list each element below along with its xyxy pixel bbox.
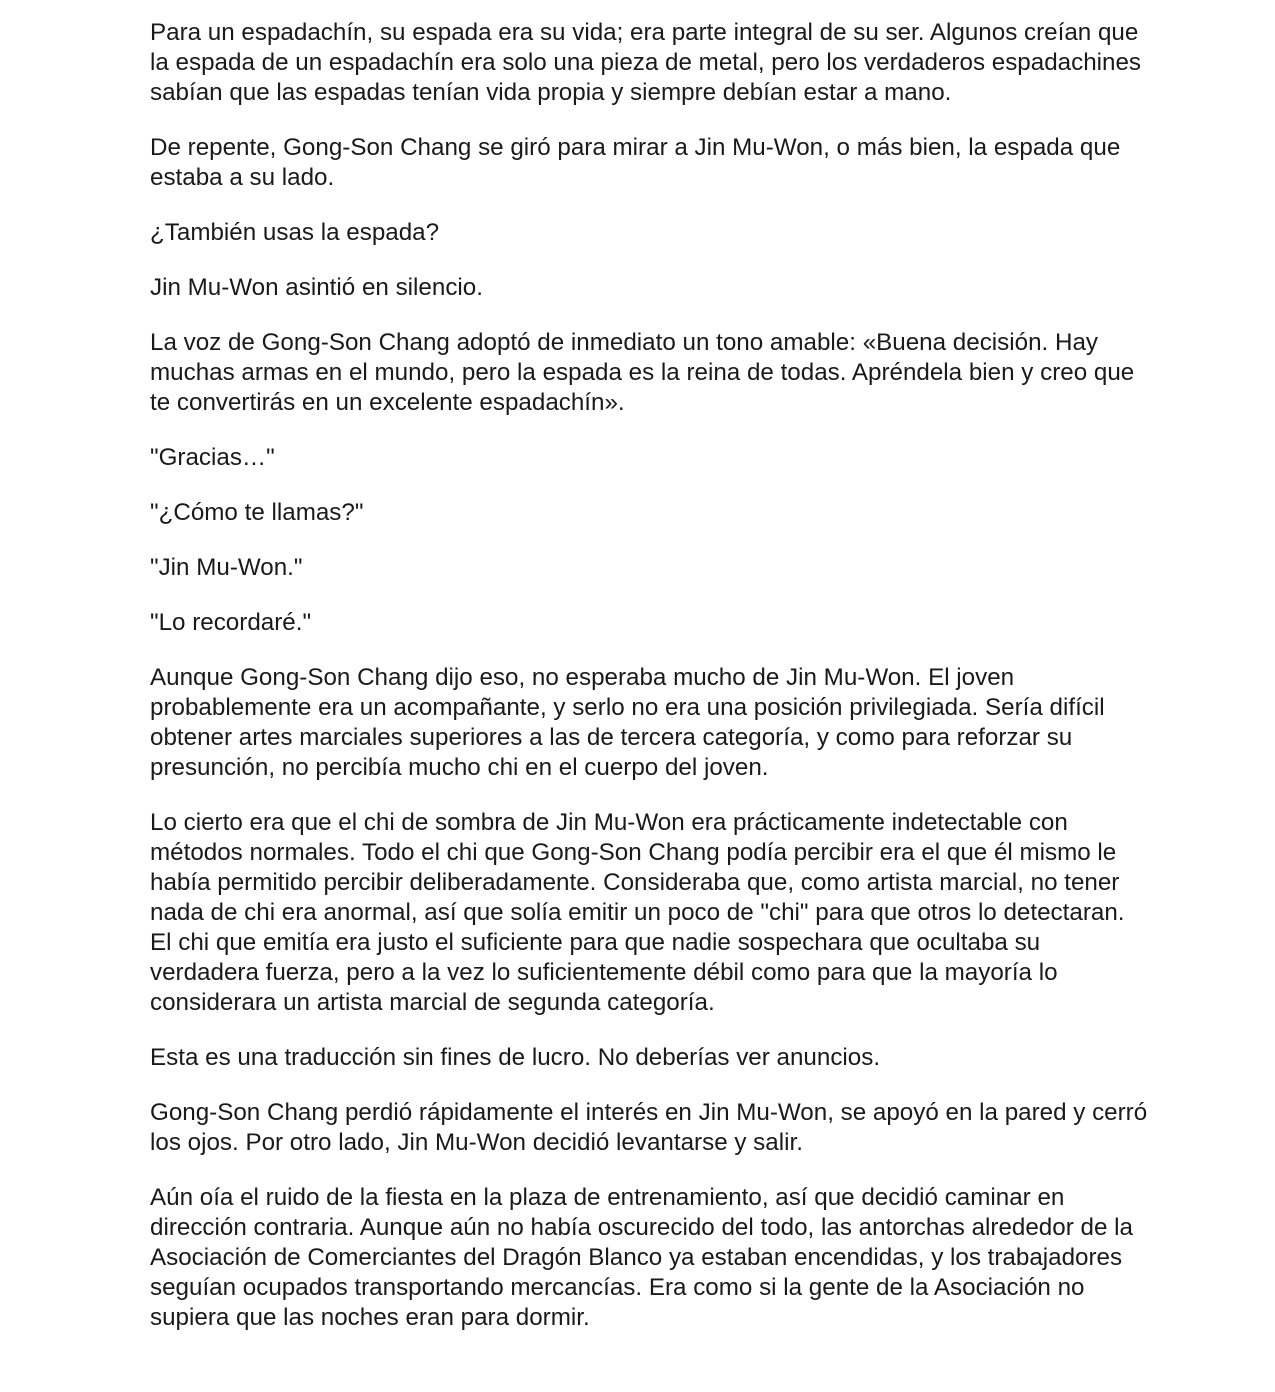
paragraph-10: Aunque Gong-Son Chang dijo eso, no esperaba mucho de Jin Mu-Won. El joven probablemente era un acompañante, y serlo no era una posición privilegiada. Sería difícil obtener artes marciales superiores a las de tercera categoría, y como para reforzar su presunción, no percibía mucho chi en el cuerpo del joven. [150,664,1105,781]
paragraph-6: "Gracias…" [150,444,275,471]
paragraph-3: ¿También usas la espada? [150,219,440,246]
paragraph-11: Lo cierto era que el chi de sombra de Jin Mu-Won era prácticamente indetectable con métodos normales. Todo el chi que Gong-Son Chang podía percibir era el que él mismo le había permitido percibir deliberadamente. Consideraba que, como artista marcial, no tener nada de chi era anormal, así que solía emitir un poco de "chi" para que otros lo detectaran. El chi que emitía era justo el suficiente para que nadie sospechara que ocultaba su verdadera fuerza, pero a la vez lo suficientemente débil como para que la mayoría lo considerara un artista marcial de segunda categoría. [150,809,1125,1016]
paragraph-14: Aún oía el ruido de la fiesta en la plaza de entrenamiento, así que decidió caminar en dirección contraria. Aunque aún no había oscurecido del todo, las antorchas alrededor de la Asociación de Comerciantes del Dragón Blanco ya estaban encendidas, y los trabajadores seguían ocupados transportando mercancías. Era como si la gente de la Asociación no supiera que las noches eran para dormir. [150,1184,1133,1331]
paragraph-2: De repente, Gong-Son Chang se giró para mirar a Jin Mu-Won, o más bien, la espada que estaba a su lado. [150,134,1121,191]
paragraph-13: Gong-Son Chang perdió rápidamente el interés en Jin Mu-Won, se apoyó en la pared y cerró los ojos. Por otro lado, Jin Mu-Won decidió levantarse y salir. [150,1099,1148,1156]
paragraph-7: "¿Cómo te llamas?" [150,499,364,526]
paragraph-8: "Jin Mu-Won." [150,554,303,581]
document-page [150,18,1150,1358]
paragraph-9: "Lo recordaré." [150,609,312,636]
paragraph-4: Jin Mu-Won asintió en silencio. [150,274,483,301]
paragraph-5: La voz de Gong-Son Chang adoptó de inmediato un tono amable: «Buena decisión. Hay muchas armas en el mundo, pero la espada es la reina de todas. Apréndela bien y creo que te convertirás en un excelente espadachín». [150,329,1135,416]
paragraph-12: Esta es una traducción sin fines de lucro. No deberías ver anuncios. [150,1044,881,1071]
paragraph-1: Para un espadachín, su espada era su vida; era parte integral de su ser. Algunos creían que la espada de un espadachín era solo una pieza de metal, pero los verdaderos espadachines sabían que las espadas tenían vida propia y siempre debían estar a mano. [150,19,1142,106]
